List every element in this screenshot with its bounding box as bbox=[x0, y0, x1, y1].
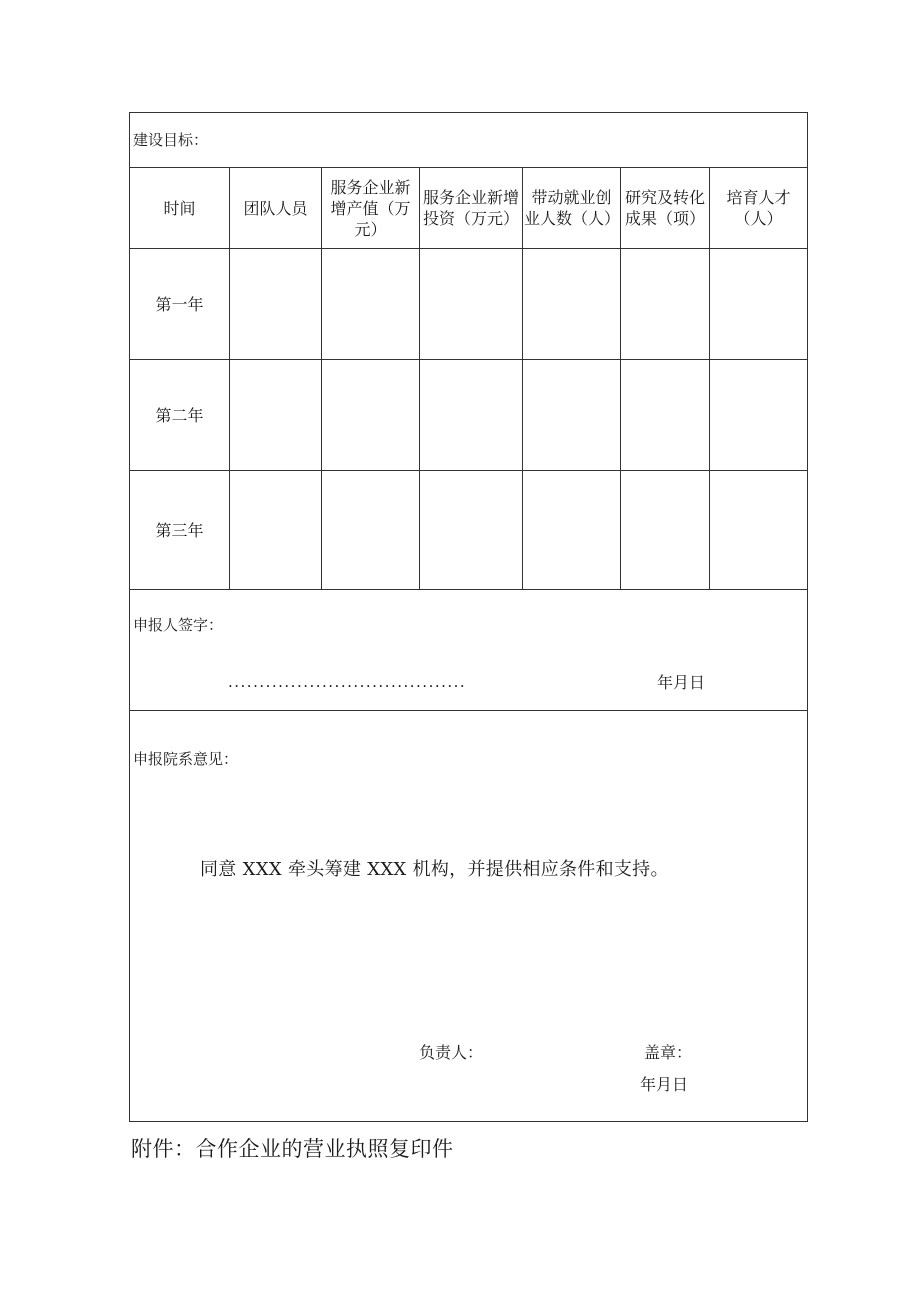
header-output-value-text: 服务企业新增产值（万元） bbox=[330, 177, 411, 239]
header-output-value bbox=[322, 168, 420, 249]
opinion-date: 年月日 bbox=[640, 1075, 689, 1094]
table-row bbox=[130, 249, 808, 360]
employment-cell[interactable] bbox=[523, 471, 621, 590]
output-value-cell[interactable] bbox=[322, 471, 420, 590]
header-talent-text: 培育人才（人） bbox=[726, 188, 791, 228]
table-row bbox=[130, 471, 808, 590]
year-label: 第二年 bbox=[130, 360, 230, 471]
header-team-text: 团队人员 bbox=[243, 198, 308, 218]
signature-cell[interactable] bbox=[130, 590, 808, 711]
opinion-label: 申报院系意见： bbox=[133, 750, 239, 768]
header-row bbox=[130, 168, 808, 249]
team-cell[interactable] bbox=[230, 360, 322, 471]
header-investment-text: 服务企业新增投资（万元） bbox=[422, 188, 519, 228]
talent-cell[interactable] bbox=[710, 360, 808, 471]
research-cell[interactable] bbox=[621, 471, 710, 590]
form-table bbox=[129, 112, 808, 1122]
header-research bbox=[621, 168, 710, 249]
header-research-text: 研究及转化成果（项） bbox=[624, 188, 705, 228]
opinion-row bbox=[130, 711, 808, 1122]
header-employment bbox=[523, 168, 621, 249]
talent-cell[interactable] bbox=[710, 249, 808, 360]
research-cell[interactable] bbox=[621, 249, 710, 360]
employment-cell[interactable] bbox=[523, 249, 621, 360]
header-employment-text: 带动就业创业人数（人） bbox=[524, 188, 621, 228]
employment-cell[interactable] bbox=[523, 360, 621, 471]
goal-row bbox=[130, 113, 808, 168]
talent-cell[interactable] bbox=[710, 471, 808, 590]
opinion-statement: 同意 XXX 牵头筹建 XXX 机构，并提供相应条件和支持。 bbox=[200, 859, 669, 880]
team-cell[interactable] bbox=[230, 471, 322, 590]
opinion-cell[interactable] bbox=[130, 711, 808, 1122]
investment-cell[interactable] bbox=[420, 471, 523, 590]
signature-label: 申报人签字： bbox=[133, 616, 224, 634]
header-team bbox=[230, 168, 322, 249]
output-value-cell[interactable] bbox=[322, 249, 420, 360]
year-label: 第一年 bbox=[130, 249, 230, 360]
investment-cell[interactable] bbox=[420, 360, 523, 471]
attachment-note: 附件：合作企业的营业执照复印件 bbox=[131, 1137, 454, 1161]
team-cell[interactable] bbox=[230, 249, 322, 360]
research-cell[interactable] bbox=[621, 360, 710, 471]
signature-date: 年月日 bbox=[657, 673, 706, 692]
signature-dotted-line: ...................................... bbox=[228, 673, 467, 691]
header-time: 时间 bbox=[130, 168, 230, 249]
application-form bbox=[129, 112, 807, 1122]
table-row bbox=[130, 360, 808, 471]
header-talent bbox=[710, 168, 808, 249]
year-label: 第三年 bbox=[130, 471, 230, 590]
goal-label: 建设目标： bbox=[130, 113, 808, 168]
investment-cell[interactable] bbox=[420, 249, 523, 360]
responsible-person-label: 负责人： bbox=[419, 1043, 484, 1062]
signature-row bbox=[130, 590, 808, 711]
output-value-cell[interactable] bbox=[322, 360, 420, 471]
header-investment bbox=[420, 168, 523, 249]
seal-label: 盖章： bbox=[644, 1043, 693, 1062]
